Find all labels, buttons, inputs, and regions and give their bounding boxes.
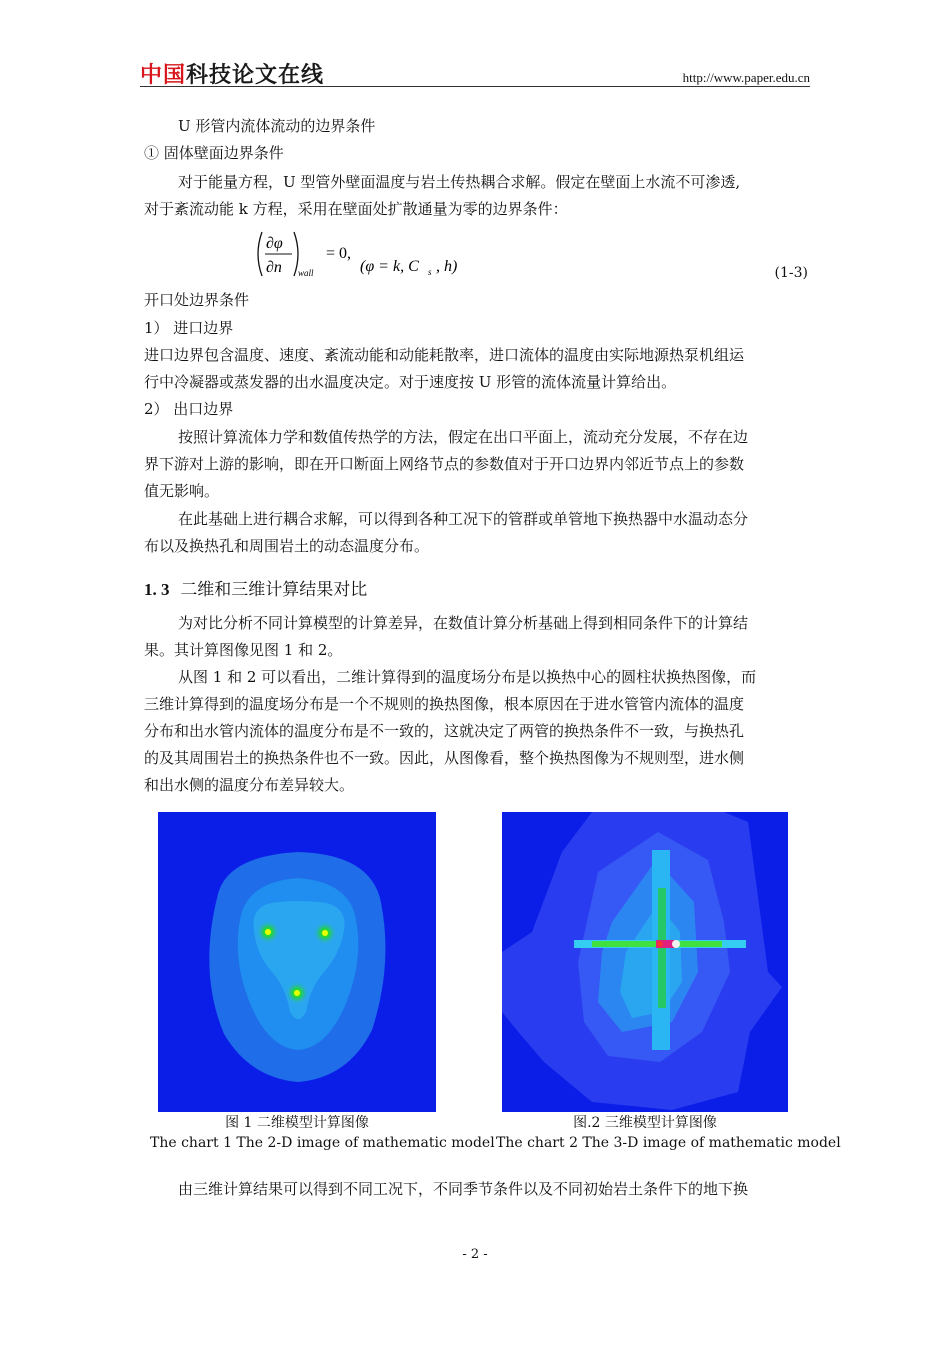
para-line: 布以及换热孔和周围岩土的动态温度分布。 xyxy=(144,537,430,555)
para-line: 2） 出口边界 xyxy=(144,400,234,418)
eq-subscript: wall xyxy=(298,268,314,278)
equation-svg xyxy=(250,226,510,282)
section-number: 1. 3 xyxy=(144,580,170,599)
para-line: 为对比分析不同计算模型的计算差异，在数值计算分析基础上得到相同条件下的计算结 xyxy=(178,614,749,632)
fig2-svg xyxy=(502,812,788,1112)
eq-numerator: ∂φ xyxy=(266,235,283,252)
fig1-svg xyxy=(158,812,436,1112)
header-url[interactable]: http://www.paper.edu.cn xyxy=(682,70,810,85)
page-header xyxy=(140,58,810,87)
para-line: 对于能量方程，U 型管外壁面温度与岩土传热耦合求解。假定在壁面上水流不可渗透, xyxy=(178,173,741,191)
eq-condition: (φ = k, C xyxy=(360,258,419,275)
section-heading xyxy=(144,575,367,600)
para-line: 和出水侧的温度分布差异较大。 xyxy=(144,776,355,794)
para-line: ① 固体壁面边界条件 xyxy=(144,144,284,162)
para-line: 在此基础上进行耦合求解，可以得到各种工况下的管群或单管地下换热器中水温动态分 xyxy=(178,510,749,528)
para-line: 行中冷凝器或蒸发器的出水温度决定。对于速度按 U 形管的流体流量计算给出。 xyxy=(144,373,677,391)
para-line: 三维计算得到的温度场分布是一个不规则的换热图像，根本原因在于进水管管内流体的温度 xyxy=(144,695,745,713)
eq-rhs: = 0, xyxy=(326,245,352,262)
figure-1-caption-cn: 图 1 二维模型计算图像 xyxy=(225,1115,369,1131)
figure-1-caption-en: The chart 1 The 2-D image of mathematic model xyxy=(150,1135,495,1151)
eq-condition-sub: s xyxy=(428,267,432,277)
equation-number: (1-3) xyxy=(774,265,808,281)
figure-2-image xyxy=(502,812,788,1116)
para-line: U 形管内流体流动的边界条件 xyxy=(178,117,376,135)
para-line: 从图 1 和 2 可以看出，二维计算得到的温度场分布是以换热中心的圆柱状换热图像，而 xyxy=(178,668,757,686)
equation-1-3 xyxy=(250,226,510,282)
figure-2-caption-cn: 图.2 三维模型计算图像 xyxy=(573,1115,717,1131)
para-line: 值无影响。 xyxy=(144,482,220,500)
para-line: 界下游对上游的影响，即在开口断面上网络节点的参数值对于开口边界内邻近节点上的参数 xyxy=(144,455,745,473)
section-title: 二维和三维计算结果对比 xyxy=(180,580,368,600)
page-number: - 2 - xyxy=(462,1247,488,1262)
para-line: 分布和出水管内流体的温度分布是不一致的，这就决定了两管的换热条件不一致，与换热孔 xyxy=(144,722,745,740)
para-line: 1） 进口边界 xyxy=(144,319,234,337)
para-line: 对于紊流动能 k 方程，采用在壁面处扩散通量为零的边界条件： xyxy=(144,200,568,218)
para-line: 进口边界包含温度、速度、紊流动能和动能耗散率，进口流体的温度由实际地源热泵机组运 xyxy=(144,346,745,364)
eq-denominator: ∂n xyxy=(266,259,282,276)
para-line: 按照计算流体力学和数值传热学的方法，假定在出口平面上，流动充分发展，不存在边 xyxy=(178,428,749,446)
site-logo: 中国科技论文在线 xyxy=(140,63,325,88)
figure-1-image xyxy=(158,812,436,1116)
eq-condition-end: , h) xyxy=(436,258,458,275)
para-line: 开口处边界条件 xyxy=(144,291,250,309)
figure-2-caption-en: The chart 2 The 3-D image of mathematic model xyxy=(496,1135,841,1151)
para-line: 的及其周围岩土的换热条件也不一致。因此，从图像看，整个换热图像为不规则型，进水侧 xyxy=(144,749,745,767)
para-line: 果。其计算图像见图 1 和 2。 xyxy=(144,641,343,659)
para-line: 由三维计算结果可以得到不同工况下，不同季节条件以及不同初始岩土条件下的地下换 xyxy=(178,1180,749,1198)
